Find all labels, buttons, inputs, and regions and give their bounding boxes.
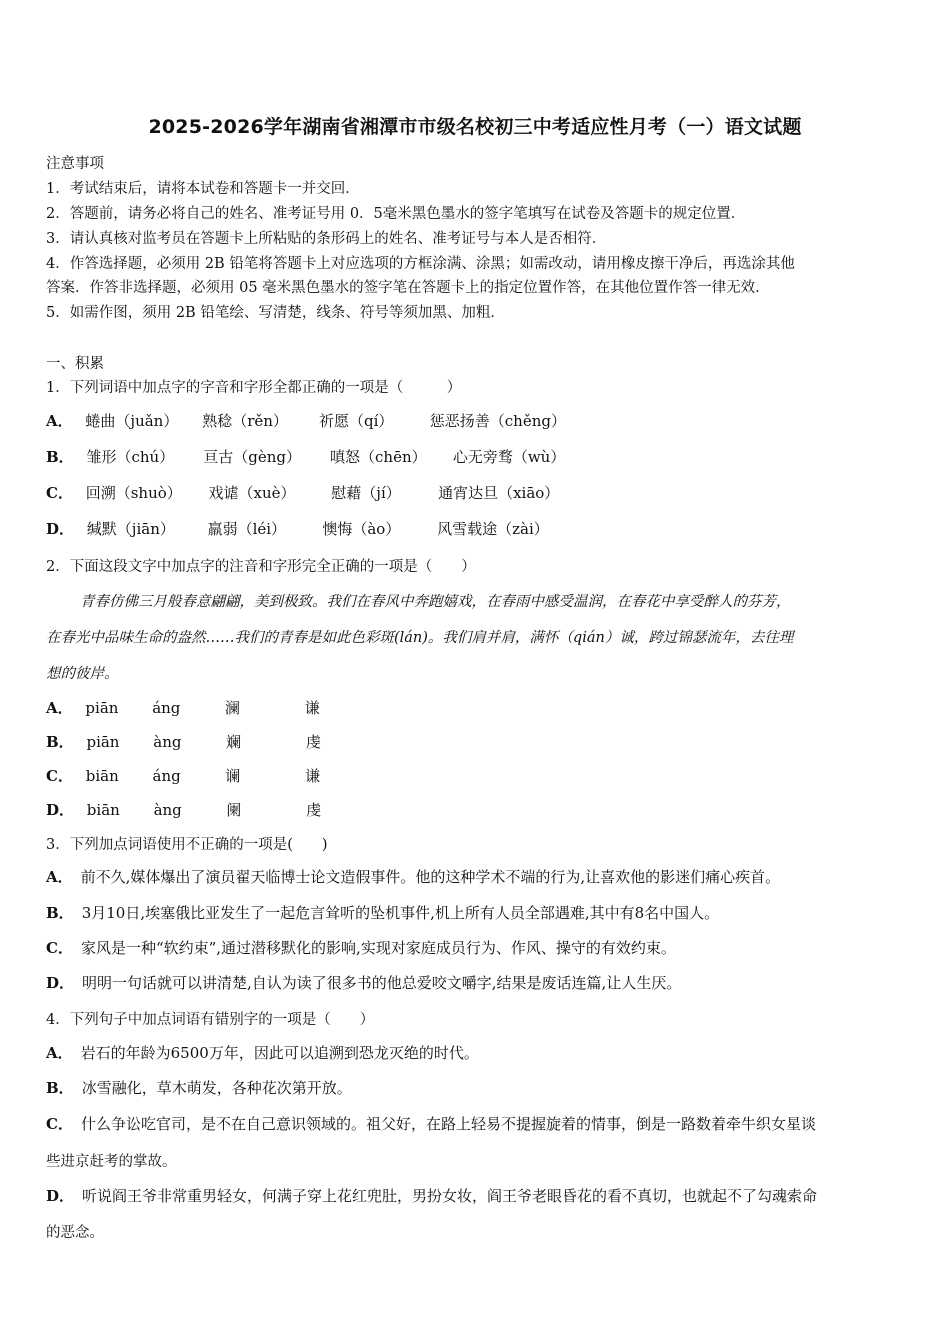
option-label: B． xyxy=(46,448,74,466)
option-label: D． xyxy=(46,520,75,538)
option-cell: 谰 xyxy=(225,767,241,785)
option-cell: 缄默（jiān） xyxy=(86,520,175,538)
option-cell: àng xyxy=(153,733,182,751)
option-label: C． xyxy=(46,484,73,502)
q2-option-c xyxy=(46,765,320,786)
option-cell: 雏形（chú） xyxy=(86,448,175,466)
option-cell: biān xyxy=(86,801,120,819)
notice-heading: 注意事项 xyxy=(46,156,104,172)
q1-option-b xyxy=(46,446,565,467)
option-label: C． xyxy=(46,1115,73,1133)
q1-option-d xyxy=(46,518,549,539)
option-label: B． xyxy=(46,1079,74,1097)
q4-option-b xyxy=(46,1077,352,1098)
option-label: B． xyxy=(46,733,74,751)
notice-item: 4．作答选择题，必须用 2B 铅笔将答题卡上对应选项的方框涂满、涂黑；如需改动，请用橡皮擦干净后，再选涂其他 xyxy=(46,256,795,272)
option-cell: 戏谑（xuè） xyxy=(208,484,296,502)
option-text: 家风是一种“软约束”,通过潜移默化的影响,实现对家庭成员行为、作风、操守的有效约束。 xyxy=(80,939,676,957)
notice-item: 2．答题前，请务必将自己的姓名、准考证号用 0．5毫米黑色墨水的签字笔填写在试卷及答题卡的规定位置． xyxy=(46,206,746,222)
q3-option-b xyxy=(46,902,719,923)
passage-line: 在春光中品味生命的盎然……我们的青春是如此色彩斑(lán)。我们肩并肩，满怀（qián）诚，跨过锦瑟流年，去往理 xyxy=(46,630,794,646)
option-label: B． xyxy=(46,904,74,922)
option-cell: 虔 xyxy=(306,801,322,819)
option-cell: 熟稔（rěn） xyxy=(202,412,288,430)
option-cell: àng xyxy=(153,801,182,819)
option-label: C． xyxy=(46,939,73,957)
option-cell: 澜 xyxy=(224,699,240,717)
option-cell: 亘古（gèng） xyxy=(203,448,301,466)
option-cell: 风雪载途（zài） xyxy=(437,520,549,538)
q4-option-d xyxy=(46,1185,817,1206)
option-cell: 懊悔（ào） xyxy=(322,520,401,538)
option-label: D． xyxy=(46,974,75,992)
option-text: 什么争讼吃官司，是不在自己意识领域的。祖父好，在路上轻易不提握旋着的情事，倒是一路数着牵牛织女星谈 xyxy=(80,1115,816,1133)
q1-option-a xyxy=(46,410,566,431)
q3-option-d xyxy=(46,972,681,993)
option-cell: 惩恶扬善（chěng） xyxy=(429,412,566,430)
option-cell: 虔 xyxy=(305,733,321,751)
q4-option-c xyxy=(46,1113,816,1134)
option-cell: 回溯（shuò） xyxy=(85,484,182,502)
option-continuation: 的恶念。 xyxy=(46,1225,104,1241)
question-4-stem: 4．下列句子中加点词语有错别字的一项是（ ） xyxy=(46,1012,375,1028)
option-text: 冰雪融化，草木萌发，各种花次第开放。 xyxy=(81,1079,352,1097)
passage-line: 青春仿佛三月般春意翩翩，美到极致。我们在春风中奔跑嬉戏，在春雨中感受温润，在春花中享受醉人的芬芳， xyxy=(80,594,791,610)
option-cell: 阑 xyxy=(226,801,242,819)
option-label: C． xyxy=(46,767,73,785)
option-label: A． xyxy=(46,868,73,886)
option-cell: 通宵达旦（xiāo） xyxy=(438,484,560,502)
option-cell: piān xyxy=(85,699,119,717)
q4-option-a xyxy=(46,1042,479,1063)
option-text: 明明一句话就可以讲清楚,自认为读了很多书的他总爱咬文嚼字,结果是废话连篇,让人生厌。 xyxy=(82,974,682,992)
option-cell: 羸弱（léi） xyxy=(207,520,287,538)
option-cell: piān xyxy=(86,733,120,751)
q3-option-c xyxy=(46,937,676,958)
notice-item: 答案．作答非选择题，必须用 05 毫米黑色墨水的签字笔在答题卡上的指定位置作答，在其他位置作答一律无效． xyxy=(46,280,770,296)
option-text: 岩石的年龄为6500万年，因此可以追溯到恐龙灭绝的时代。 xyxy=(80,1044,479,1062)
option-cell: 心无旁骛（wù） xyxy=(452,448,566,466)
q2-option-d xyxy=(46,799,321,820)
option-cell: 斓 xyxy=(226,733,242,751)
notice-item: 1．考试结束后，请将本试卷和答题卡一并交回． xyxy=(46,181,360,197)
option-label: A． xyxy=(46,412,73,430)
option-text: 听说阎王爷非常重男轻女，何满子穿上花红兜肚，男扮女妆，阎王爷老眼昏花的看不真切，也就起不了勾魂索命 xyxy=(82,1187,818,1205)
option-cell: áng xyxy=(152,767,181,785)
option-cell: 谦 xyxy=(305,767,321,785)
option-label: D． xyxy=(46,1187,75,1205)
option-cell: 谦 xyxy=(304,699,320,717)
option-cell: áng xyxy=(152,699,181,717)
option-cell: 蜷曲（juǎn） xyxy=(85,412,179,430)
section-heading: 一、积累 xyxy=(46,356,104,372)
option-cell: biān xyxy=(85,767,119,785)
option-label: A． xyxy=(46,1044,73,1062)
question-3-stem: 3．下列加点词语使用不正确的一项是( ) xyxy=(46,837,328,853)
option-label: A． xyxy=(46,699,73,717)
q2-option-b xyxy=(46,731,321,752)
option-continuation: 些进京赶考的掌故。 xyxy=(46,1154,177,1170)
option-cell: 慰藉（jí） xyxy=(331,484,401,502)
notice-item: 5．如需作图，须用 2B 铅笔绘、写清楚，线条、符号等须加黑、加粗． xyxy=(46,305,505,321)
notice-item: 3．请认真核对监考员在答题卡上所粘贴的条形码上的姓名、准考证号与本人是否相符． xyxy=(46,231,607,247)
question-2-stem: 2．下面这段文字中加点字的注音和字形完全正确的一项是（ ） xyxy=(46,559,476,575)
page-title: 2025-2026学年湖南省湘潭市市级名校初三中考适应性月考（一）语文试题 xyxy=(148,116,802,138)
q3-option-a xyxy=(46,866,780,887)
q1-option-c xyxy=(46,482,559,503)
option-cell: 祈愿（qí） xyxy=(318,412,394,430)
passage-line: 想的彼岸。 xyxy=(46,666,119,682)
option-cell: 嗔怒（chēn） xyxy=(330,448,427,466)
question-1-stem: 1．下列词语中加点字的字音和字形全都正确的一项是（ ） xyxy=(46,380,462,396)
option-label: D． xyxy=(46,801,75,819)
q2-option-a xyxy=(46,697,320,718)
option-text: 前不久,媒体爆出了演员翟天临博士论文造假事件。他的这种学术不端的行为,让喜欢他的影迷们痛心疾首。 xyxy=(80,868,781,886)
option-text: 3月10日,埃塞俄比亚发生了一起危言耸听的坠机事件,机上所有人员全部遇难,其中有8名中国人。 xyxy=(81,904,720,922)
